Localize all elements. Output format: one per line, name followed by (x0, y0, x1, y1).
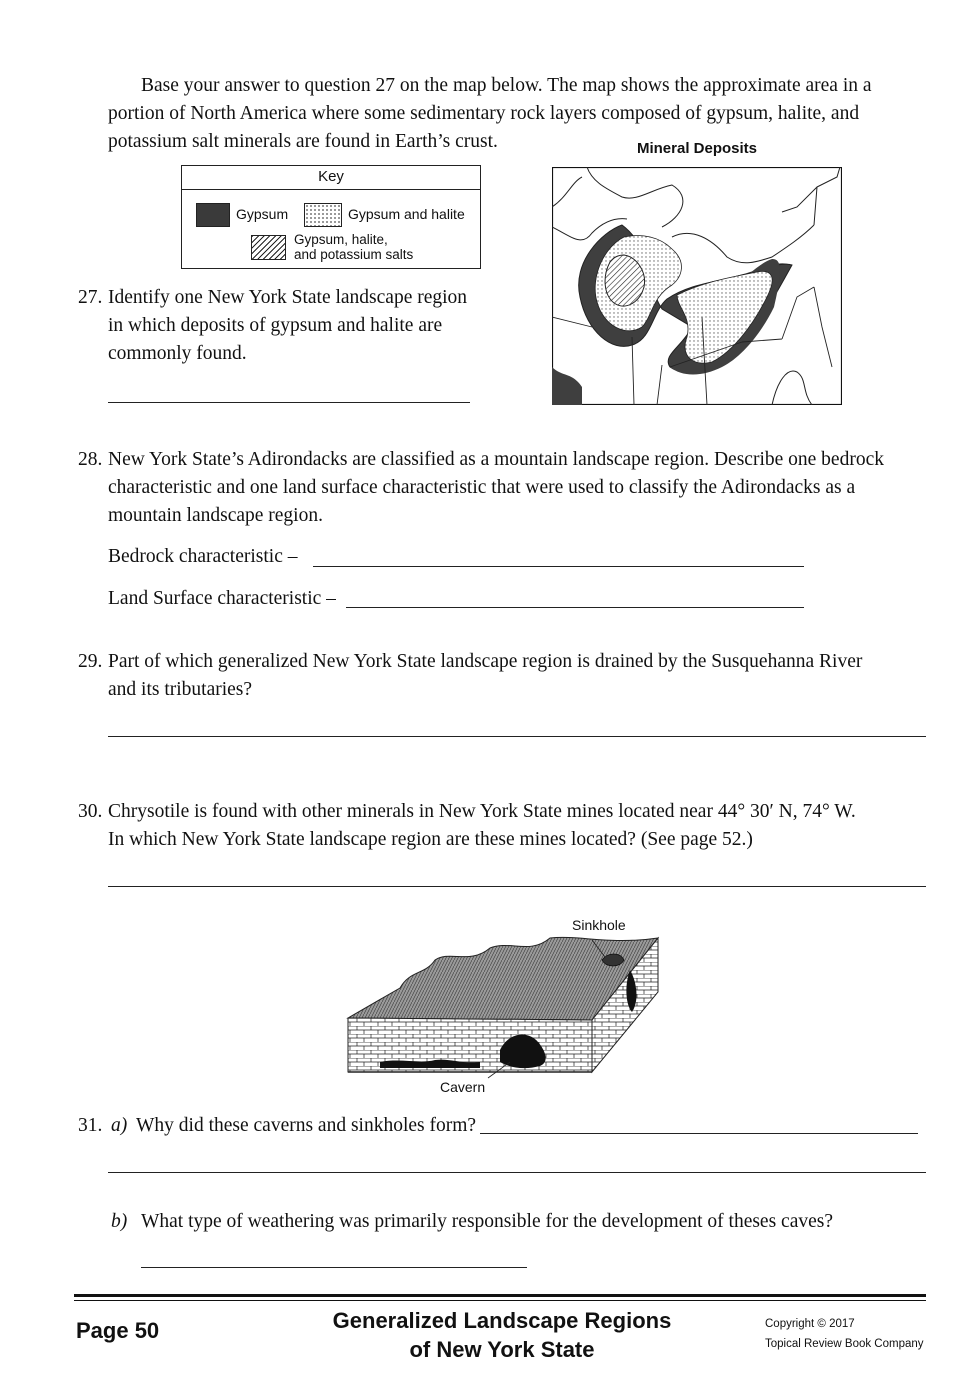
q30-line-1: Chrysotile is found with other minerals in New York State mines located near 44° 30′ N, 74° W. (108, 801, 856, 822)
q29-line-2: and its tributaries? (108, 679, 253, 700)
gypsum-halite-swatch (304, 203, 342, 227)
q29-line-1: Part of which generalized New York State landscape region is drained by the Susquehanna River (108, 651, 863, 672)
q31-part-a: a) (111, 1115, 128, 1136)
bedrock-label: Bedrock characteristic – (108, 546, 298, 567)
page-number: Page 50 (76, 1318, 160, 1343)
bedrock-answer-line[interactable] (313, 566, 804, 567)
q27-line-1: Identify one New York State landscape region (108, 287, 468, 308)
publisher-text: Topical Review Book Company (765, 1338, 924, 1350)
q30-answer-line[interactable] (108, 886, 926, 887)
salts-swatch (251, 235, 286, 260)
footer-rule-thick (74, 1294, 926, 1297)
q28-line-3: mountain landscape region. (108, 505, 323, 526)
q31b-answer-line[interactable] (141, 1267, 527, 1268)
surface-label: Land Surface characteristic – (108, 588, 336, 609)
q27-number: 27. (78, 287, 103, 308)
q31-number: 31. (78, 1115, 103, 1136)
q28-line-1: New York State’s Adirondacks are classified as a mountain landscape region. Describe one bedrock (108, 449, 884, 470)
surface-answer-line[interactable] (346, 607, 804, 608)
q31-a-text: Why did these caverns and sinkholes form? (136, 1115, 477, 1136)
key-gypsum-halite-label: Gypsum and halite (348, 206, 465, 222)
q28-line-2: characteristic and one land surface characteristic that were used to classify the Adirondacks as a (108, 477, 856, 498)
karst-block-diagram (340, 930, 670, 1082)
sinkhole-label: Sinkhole (572, 917, 626, 933)
key-title: Key (318, 168, 344, 185)
q29-number: 29. (78, 651, 103, 672)
q27-line-3: commonly found. (108, 343, 247, 364)
copyright-text: Copyright © 2017 (765, 1318, 855, 1330)
q31a-answer-line-1[interactable] (480, 1133, 918, 1134)
q28-number: 28. (78, 449, 103, 470)
map-title: Mineral Deposits (636, 140, 758, 157)
intro-line-3: potassium salt minerals are found in Earth’s crust. (108, 131, 498, 152)
q31-b-text: What type of weathering was primarily responsible for the development of theses caves? (141, 1211, 834, 1232)
gypsum-swatch (196, 203, 230, 227)
copyright-block (765, 1314, 924, 1354)
key-salts-line-1: Gypsum, halite, (294, 232, 388, 247)
key-salts-label (294, 232, 413, 262)
q27-answer-line[interactable] (108, 402, 470, 403)
intro-line-1: Base your answer to question 27 on the map below. The map shows the approximate area in a (141, 75, 872, 96)
q27-line-2: in which deposits of gypsum and halite are (108, 315, 443, 336)
map-key (181, 165, 481, 269)
intro-line-2: portion of North America where some sedimentary rock layers composed of gypsum, halite, and (108, 103, 860, 124)
footer-title (300, 1306, 704, 1364)
cavern-label: Cavern (440, 1079, 486, 1095)
footer-title-line-2: of New York State (409, 1337, 595, 1362)
q31-part-b: b) (111, 1211, 128, 1232)
q31a-answer-line-2[interactable] (108, 1172, 926, 1173)
key-divider (182, 189, 480, 190)
footer-rule-thin (74, 1300, 926, 1301)
key-gypsum-label: Gypsum (236, 206, 289, 222)
key-salts-line-2: and potassium salts (294, 247, 414, 262)
q29-answer-line[interactable] (108, 736, 926, 737)
mineral-deposits-map (552, 167, 842, 405)
footer-title-line-1: Generalized Landscape Regions (332, 1308, 672, 1333)
q30-line-2: In which New York State landscape region are these mines located? (See page 52.) (108, 829, 753, 850)
q30-number: 30. (78, 801, 103, 822)
